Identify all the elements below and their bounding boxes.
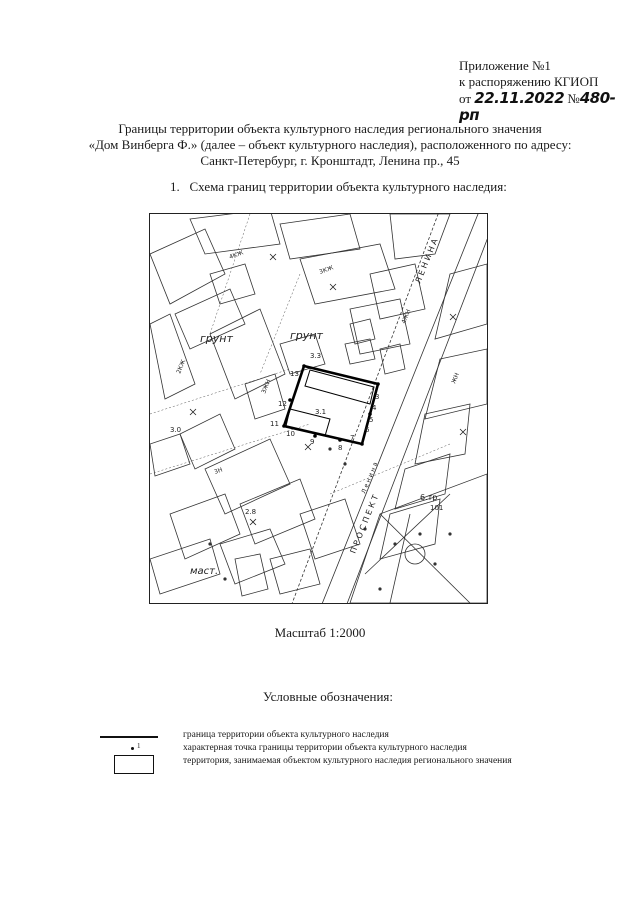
attachment-header [459, 58, 629, 124]
legend-item-label: территория, занимаемая объектом культурного наследия регионального значения [183, 756, 512, 766]
building-label-6: 3Н [213, 466, 224, 476]
legend-territory-symbol [100, 756, 162, 770]
label-mtr: 6.тр [420, 493, 438, 502]
building-label-5: 4ЖН [400, 308, 413, 325]
label-mtr-number: 101 [430, 504, 444, 512]
point-12: 12 [278, 400, 287, 408]
point-3: 3 [375, 393, 380, 401]
point-10: 10 [286, 430, 295, 438]
street-label-lenina-small: Л е н и н а [360, 461, 380, 495]
legend-boundary-symbol [100, 730, 162, 744]
legend-item-boundary [100, 730, 620, 744]
title-line-3: Санкт-Петербург, г. Кронштадт, Ленина пр., 45 [200, 153, 460, 168]
order-number: 480-рп [459, 89, 616, 124]
boundary-map [149, 213, 488, 604]
building-label-7: ЖН [450, 371, 461, 385]
point-4: 4 [372, 404, 377, 412]
point-7: 7 [350, 434, 355, 442]
label-grunt-1: грунт [290, 329, 323, 342]
label-object-3-1: 3.1 [315, 408, 327, 416]
building-label-3: 2КЖ [175, 358, 188, 375]
order-date: 22.11.2022 [474, 89, 565, 107]
label-3-3: 3.3 [310, 352, 322, 360]
point-6: 6 [365, 426, 370, 434]
section-label: Схема границ территории объекта культурного наследия: [189, 179, 507, 194]
building-label-2: 3КЖ [318, 264, 335, 276]
legend-title: Условные обозначения: [262, 689, 394, 704]
date-prefix: от [459, 91, 472, 106]
building-label-4: 3ЖН [260, 378, 273, 395]
title-line-2: «Дом Винберга Ф.» (далее – объект культурного наследия), расположенного по адресу: [88, 137, 572, 152]
title-line-1: Границы территории объекта культурного наследия регионального значения [118, 121, 542, 136]
building-label-1: 4КЖ [228, 249, 245, 261]
point-13: 13 [290, 370, 299, 378]
document-title [40, 121, 620, 169]
point-11: 11 [270, 420, 279, 428]
section-number: 1. [170, 179, 180, 194]
legend-item-label: граница территории объекта культурного наследия [183, 730, 389, 740]
section-heading [170, 179, 507, 195]
street-label-prospekt: П Р О С П Е К Т [348, 493, 381, 555]
street-label-lenina: Л Е Н И Н А [413, 237, 440, 285]
label-mast: маст. [190, 566, 219, 577]
label-2-8: 2.8 [245, 508, 257, 516]
attachment-number: Приложение №1 [459, 58, 551, 73]
legend-item-territory [100, 756, 620, 770]
legend-item-point [100, 743, 620, 757]
order-reference: к распоряжению КГИОП [459, 74, 599, 89]
number-sign: № [567, 91, 580, 106]
label-grunt-2: грунт [200, 332, 233, 345]
scale-label: Масштаб 1:2000 [274, 625, 366, 640]
point-9: 9 [310, 438, 315, 446]
point-5: 5 [369, 416, 374, 424]
legend-item-label: характерная точка границы территории объекта культурного наследия [183, 743, 467, 753]
point-8: 8 [338, 444, 343, 452]
boundary-map-drawing [150, 214, 487, 603]
order-date-line [459, 90, 629, 124]
label-3-0: 3.0 [170, 426, 182, 434]
legend-point-number: 1 [137, 742, 141, 750]
